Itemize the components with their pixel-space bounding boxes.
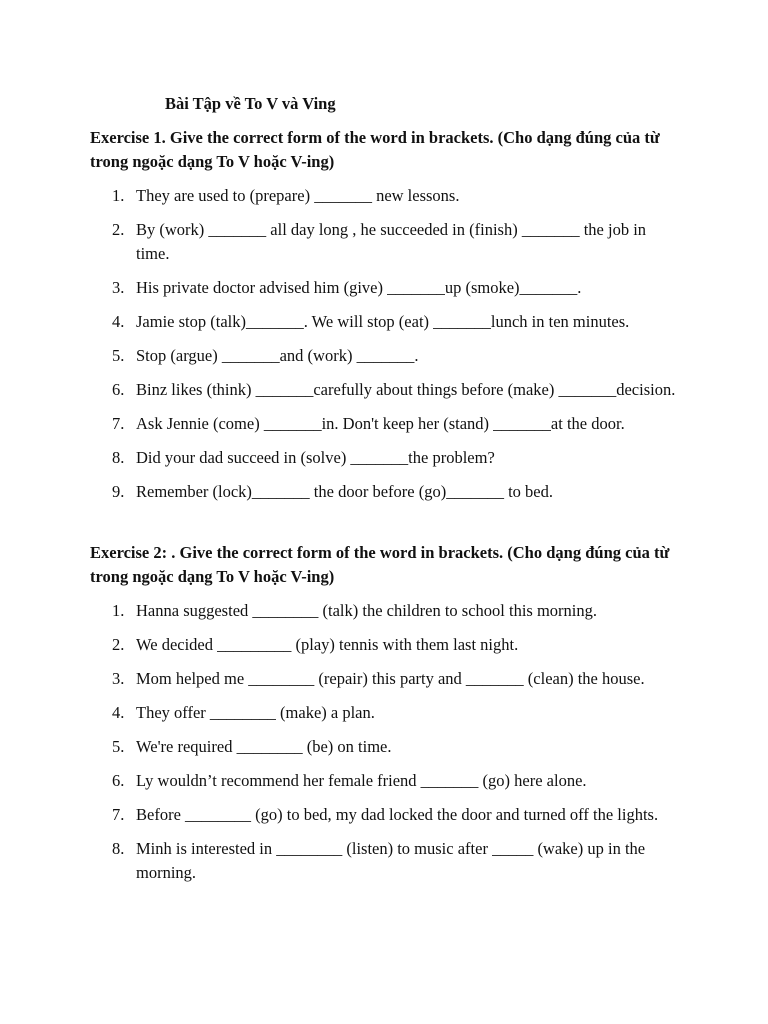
item-text: Binz likes (think) _______carefully about things before (make) _______decision.	[136, 380, 676, 399]
exercise-1-heading: Exercise 1. Give the correct form of the word in brackets. (Cho dạng đúng của từ trong ngoặc dạng To V hoặc V-ing)	[90, 128, 660, 171]
list-item	[0, 310, 768, 334]
item-text: Did your dad succeed in (solve) _______the problem?	[136, 448, 495, 467]
item-number: 7.	[112, 414, 125, 433]
list-item	[0, 837, 768, 885]
list-item	[0, 701, 768, 725]
item-text: Remember (lock)_______ the door before (go)_______ to bed.	[136, 482, 553, 501]
item-text: Before ________ (go) to bed, my dad locked the door and turned off the lights.	[136, 805, 659, 824]
list-item	[0, 769, 768, 793]
list-item	[0, 480, 768, 504]
item-number: 2.	[112, 220, 125, 239]
item-text: Stop (argue) _______and (work) _______.	[136, 346, 419, 365]
item-number: 9.	[112, 482, 125, 501]
item-number: 8.	[112, 839, 125, 858]
item-number: 6.	[112, 380, 125, 399]
item-number: 4.	[112, 312, 125, 331]
item-text: Ask Jennie (come) _______in. Don't keep her (stand) _______at the door.	[136, 414, 625, 433]
item-number: 4.	[112, 703, 125, 722]
item-text: Jamie stop (talk)_______. We will stop (eat) _______lunch in ten minutes.	[136, 312, 630, 331]
item-number: 7.	[112, 805, 125, 824]
list-item	[0, 803, 768, 827]
item-text: Minh is interested in ________ (listen) to music after _____ (wake) up in the morning.	[136, 839, 646, 882]
item-text: His private doctor advised him (give) _______up (smoke)_______.	[136, 278, 582, 297]
item-text: Mom helped me ________ (repair) this party and _______ (clean) the house.	[136, 669, 645, 688]
item-number: 5.	[112, 346, 125, 365]
list-item	[0, 276, 768, 300]
item-text: They offer ________ (make) a plan.	[136, 703, 375, 722]
item-text: They are used to (prepare) _______ new lessons.	[136, 186, 460, 205]
list-item	[0, 218, 768, 266]
item-number: 3.	[112, 669, 125, 688]
exercise-2-heading: Exercise 2: . Give the correct form of the word in brackets. (Cho dạng đúng của từ trong ngoặc dạng To V hoặc V-ing)	[90, 543, 670, 586]
exercise-2-list	[0, 599, 768, 895]
list-item	[0, 446, 768, 470]
item-text: Hanna suggested ________ (talk) the children to school this morning.	[136, 601, 598, 620]
item-number: 1.	[112, 186, 125, 205]
list-item	[0, 378, 768, 402]
item-text: Ly wouldn’t recommend her female friend _______ (go) here alone.	[136, 771, 587, 790]
list-item	[0, 599, 768, 623]
list-item	[0, 344, 768, 368]
item-number: 8.	[112, 448, 125, 467]
document-title: Bài Tập về To V và Ving	[165, 94, 336, 113]
item-number: 2.	[112, 635, 125, 654]
item-text: We're required ________ (be) on time.	[136, 737, 392, 756]
item-number: 3.	[112, 278, 125, 297]
item-text: We decided _________ (play) tennis with them last night.	[136, 635, 519, 654]
list-item	[0, 633, 768, 657]
item-number: 1.	[112, 601, 125, 620]
item-text: By (work) _______ all day long , he succeeded in (finish) _______ the job in time.	[136, 220, 647, 263]
exercise-1-list	[0, 184, 768, 514]
list-item	[0, 412, 768, 436]
list-item	[0, 667, 768, 691]
list-item	[0, 184, 768, 208]
list-item	[0, 735, 768, 759]
item-number: 5.	[112, 737, 125, 756]
item-number: 6.	[112, 771, 125, 790]
